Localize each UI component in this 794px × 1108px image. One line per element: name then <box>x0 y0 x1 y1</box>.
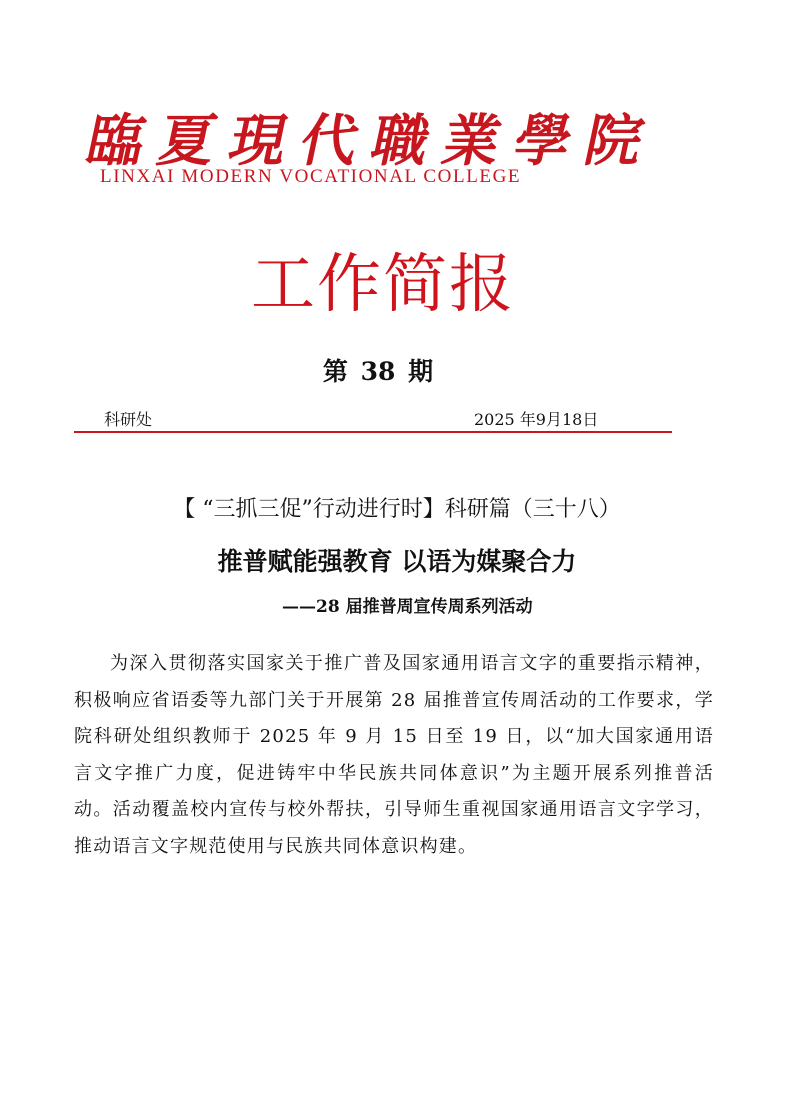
issue-number: 第 38 期 <box>322 357 434 386</box>
article-kicker: 【 “三抓三促”行动进行时】科研篇（三十八） <box>173 497 621 522</box>
issue-date: 2025 年9月18日 <box>474 410 599 429</box>
college-name-char: 現 <box>223 108 294 174</box>
college-name-char: 學 <box>507 108 579 174</box>
college-name-char: 代 <box>294 108 365 174</box>
college-name-chinese <box>78 98 655 176</box>
issuing-department: 科研处 <box>104 410 153 429</box>
bulletin-title: 工作简报 <box>251 248 515 322</box>
college-name-char: 院 <box>579 108 650 174</box>
header-divider <box>74 431 672 433</box>
college-name-char: 臨 <box>81 108 152 174</box>
article-title: 推普赋能强教育 以语为媒聚合力 <box>217 547 577 576</box>
college-name-char: 職 <box>365 108 436 174</box>
college-name-english: LINXAI MODERN VOCATIONAL COLLEGE <box>100 166 522 187</box>
article-body-paragraph: 为深入贯彻落实国家关于推广普及国家通用语言文字的重要指示精神，积极响应省语委等九部门关于开展第 28 届推普宣传周活动的工作要求，学院科研处组织教师于 2025 年 9 月 15 日至 19 日，以“加大国家通用语言文字推广力度，促进铸牢中华民族共同体意识”为主题开展系列推普活动。活动覆盖校内宣传与校外帮扶，引导师生重视国家通用语言文字学习，推动语言文字规范使用与民族共同体意识构建。 <box>74 653 714 857</box>
college-name-char: 夏 <box>152 108 223 174</box>
college-name-char: 業 <box>436 108 507 174</box>
article-subtitle: ——28 届推普周宣传周系列活动 <box>282 597 533 617</box>
